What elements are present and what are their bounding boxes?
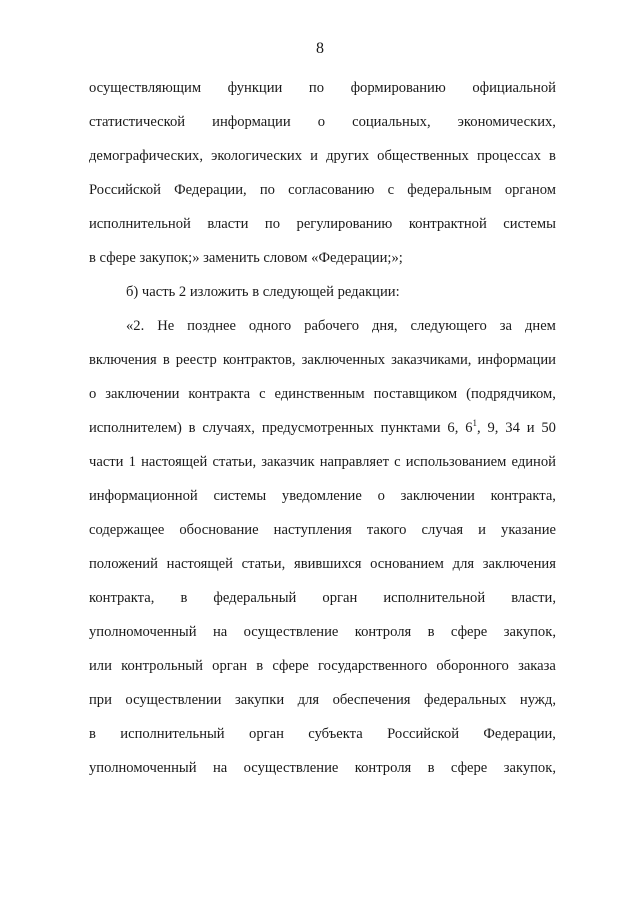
- word: сфере: [450, 760, 488, 776]
- word: субъекта: [308, 726, 363, 742]
- word: в: [256, 658, 264, 674]
- word: демографических,: [89, 148, 203, 164]
- word: и: [310, 148, 318, 164]
- text-line: [89, 724, 556, 758]
- text-line: [89, 214, 556, 248]
- word: обеспечения: [332, 692, 411, 708]
- word: с: [259, 386, 266, 402]
- word: заключении: [105, 386, 180, 402]
- word: информационной: [89, 488, 198, 504]
- word: использованием: [405, 454, 507, 470]
- word: информации: [212, 114, 291, 130]
- word: о: [377, 488, 385, 504]
- word: «2.: [126, 318, 145, 334]
- text-line: [89, 690, 556, 724]
- word: федеральный: [213, 590, 297, 606]
- word: контракта: [188, 386, 251, 402]
- word: экономических,: [457, 114, 556, 130]
- word: орган: [322, 590, 358, 606]
- word: поставщиком: [373, 386, 458, 402]
- word: уведомление: [281, 488, 362, 504]
- word: формированию: [350, 80, 446, 96]
- word: обоснование: [179, 522, 259, 538]
- word: и: [526, 420, 535, 436]
- superscript: 1: [472, 418, 477, 428]
- page-number: 8: [316, 40, 324, 57]
- word: контроля: [354, 624, 412, 640]
- word: экологических: [211, 148, 303, 164]
- text-line: [89, 452, 556, 486]
- text-line: [89, 112, 556, 146]
- word: на: [212, 624, 228, 640]
- word: власти,: [511, 590, 556, 606]
- word: 9,: [487, 420, 499, 436]
- text-line: [89, 418, 556, 452]
- word: или: [89, 658, 112, 674]
- word: Российской: [387, 726, 459, 742]
- word: следующего: [410, 318, 487, 334]
- word: случая: [421, 522, 464, 538]
- word: настоящей: [141, 454, 208, 470]
- word: единственным: [274, 386, 365, 402]
- word: на: [212, 760, 228, 776]
- word: исполнительной: [89, 216, 191, 232]
- word: контракта,: [89, 590, 155, 606]
- word: исполнителем): [89, 420, 182, 436]
- word: направляет: [319, 454, 389, 470]
- word: в: [188, 420, 196, 436]
- word: заключенных: [301, 352, 386, 368]
- word: по: [264, 216, 281, 232]
- word: Федерации,: [174, 182, 247, 198]
- word: осуществление: [243, 624, 339, 640]
- word: с: [394, 454, 401, 470]
- document-body: [89, 78, 556, 792]
- word: явившихся: [293, 556, 362, 572]
- word: заключении: [400, 488, 475, 504]
- word: заключения: [482, 556, 556, 572]
- word: части: [89, 454, 124, 470]
- word: в: [89, 726, 96, 742]
- word: с: [387, 182, 395, 198]
- word: осуществляющим: [89, 80, 202, 96]
- word: $6^1$,: [465, 418, 481, 436]
- word: федеральных: [423, 692, 507, 708]
- word: реестр: [175, 352, 217, 368]
- word: согласованию: [288, 182, 375, 198]
- word: закупок,: [503, 624, 556, 640]
- word: случаях,: [202, 420, 255, 436]
- word: единой: [511, 454, 556, 470]
- word: уполномоченный: [89, 760, 197, 776]
- word: заказа: [518, 658, 556, 674]
- word: информации: [477, 352, 556, 368]
- word: статьи,: [241, 556, 286, 572]
- word: системы: [503, 216, 556, 232]
- word: закупок,: [503, 760, 556, 776]
- word: процессах: [476, 148, 541, 164]
- text-line: [89, 384, 556, 418]
- word: 6,: [447, 420, 459, 436]
- word: государственного: [318, 658, 428, 674]
- word: по: [259, 182, 275, 198]
- word: статистической: [89, 114, 186, 130]
- text-line: [89, 486, 556, 520]
- word: органом: [504, 182, 556, 198]
- text-line: в сфере закупок;» заменить словом «Федерации;»;: [89, 250, 403, 266]
- word: в: [549, 148, 556, 164]
- word: о: [89, 386, 97, 402]
- word: исполнительный: [120, 726, 225, 742]
- word: предусмотренных: [261, 420, 374, 436]
- word: системы: [213, 488, 267, 504]
- text-line: [89, 758, 556, 792]
- text-line: б) часть 2 изложить в следующей редакции:: [126, 284, 400, 300]
- word: содержащее: [89, 522, 165, 538]
- word: наступления: [273, 522, 352, 538]
- word: общественных: [377, 148, 469, 164]
- word: 50: [541, 420, 556, 436]
- text-line: [89, 622, 556, 656]
- word: нужд,: [519, 692, 556, 708]
- word: орган: [249, 726, 284, 742]
- word: в: [180, 590, 188, 606]
- word: положений: [89, 556, 158, 572]
- word: исполнительной: [383, 590, 486, 606]
- word: пунктами: [380, 420, 441, 436]
- word: контрактной: [408, 216, 487, 232]
- word: о: [317, 114, 326, 130]
- word: за: [499, 318, 513, 334]
- word: контрактов,: [222, 352, 296, 368]
- word: функции: [227, 80, 283, 96]
- text-line: [89, 520, 556, 554]
- word: позднее: [187, 318, 236, 334]
- word: днем: [524, 318, 556, 334]
- word: при: [89, 692, 112, 708]
- word: по: [308, 80, 325, 96]
- text-line: [89, 146, 556, 180]
- word: официальной: [472, 80, 556, 96]
- word: других: [326, 148, 370, 164]
- word: власти: [207, 216, 249, 232]
- word: рабочего: [304, 318, 360, 334]
- word: для: [297, 692, 320, 708]
- word: уполномоченный: [89, 624, 197, 640]
- word: оборонного: [436, 658, 509, 674]
- word: Российской: [89, 182, 161, 198]
- word: Федерации,: [483, 726, 556, 742]
- text-line: [89, 180, 556, 214]
- word: в: [427, 760, 435, 776]
- word: контроля: [354, 760, 412, 776]
- text-line: [89, 554, 556, 588]
- text-line: [89, 656, 556, 690]
- word: 1: [128, 454, 136, 470]
- word: социальных,: [352, 114, 431, 130]
- word: контрольный: [121, 658, 203, 674]
- word: осуществление: [243, 760, 339, 776]
- word: (подрядчиком,: [466, 386, 556, 402]
- word: основанием: [370, 556, 444, 572]
- word: контракта,: [490, 488, 556, 504]
- word: указание: [501, 522, 556, 538]
- word: федеральным: [407, 182, 492, 198]
- word: заказчиками,: [391, 352, 472, 368]
- word: одного: [248, 318, 292, 334]
- word: Не: [157, 318, 175, 334]
- word: статьи,: [212, 454, 257, 470]
- word: включения: [89, 352, 157, 368]
- word: орган: [212, 658, 248, 674]
- word: заказчик: [261, 454, 315, 470]
- text-line: [89, 350, 556, 384]
- word: сфере: [272, 658, 309, 674]
- word: дня,: [371, 318, 398, 334]
- word: и: [478, 522, 486, 538]
- word: сфере: [450, 624, 488, 640]
- text-line: [89, 78, 556, 112]
- word: в: [162, 352, 170, 368]
- word: закупки: [235, 692, 285, 708]
- text-line: [89, 588, 556, 622]
- text-line: [89, 316, 556, 350]
- word: в: [427, 624, 435, 640]
- word: регулированию: [296, 216, 393, 232]
- word: настоящей: [166, 556, 233, 572]
- word: 34: [505, 420, 520, 436]
- word: для: [452, 556, 475, 572]
- word: осуществлении: [125, 692, 222, 708]
- word: такого: [366, 522, 407, 538]
